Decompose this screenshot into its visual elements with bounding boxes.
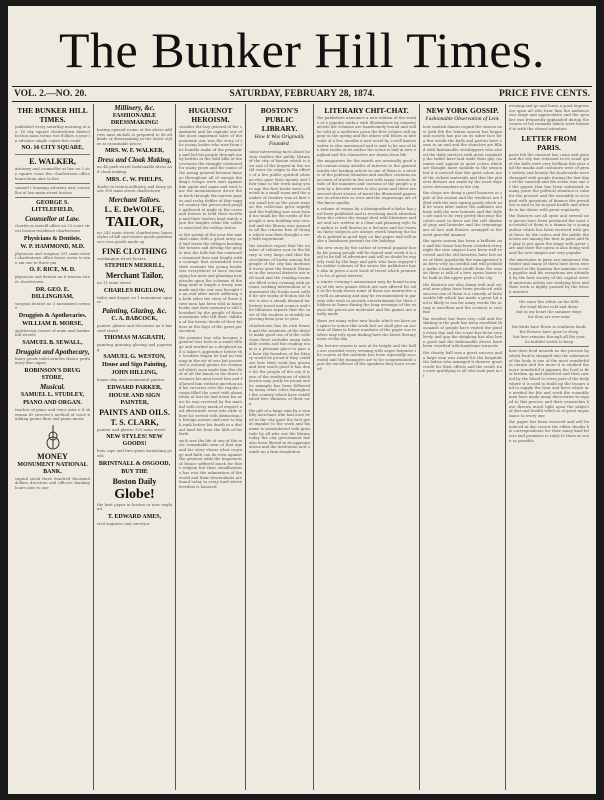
ad-text: fancy goods toilet articles choice perfumery fine cigars <box>15 355 90 366</box>
article-heading: BOSTON'S PUBLIC LIBRARY. <box>260 106 299 133</box>
ad-merchant-tailor: Merchant Tailor, <box>105 271 164 281</box>
column-1-heading: THE BUNKER HILL TIMES. <box>17 106 88 124</box>
ad-studley: SAMUEL L. STUDLEY, <box>20 392 85 399</box>
ad-text: house ship and ornamental painter <box>97 377 165 383</box>
ad-text: painter glazier and decorator no 6 harvard street <box>97 322 172 333</box>
article-text: the trustees report that the number of volumes now in the library is very large and that the circulation of books among the people of the city has increased every year the branch libraries in the several districts are well used and the reading rooms are filled every evening with persons seeking information or amusement the books most called for are works of fiction but there is also a steady demand for history travel and science and the librarian reports that the taste of the readers is steadily improving from year to year <box>249 242 310 322</box>
masthead-title: The Bunker Hill Times. <box>58 22 546 78</box>
ad-text: no 11 main street <box>97 280 132 286</box>
poem-text: the snow lies white on the hills the wind blows cold and drear but in my heart the summer stays for thou art ever near the birds have flown to southern lands the flowers have gone to sleep but love remains through all the year its faithful watch to keep <box>511 299 587 345</box>
section-painting: Painting, Glazing, &c. <box>102 306 167 315</box>
ad-house-sign-painter: HOUSE AND SIGN PAINTER, <box>108 392 161 406</box>
ad-text: teacher of piano and voice miss e d sherman dr streeter's method of voice building guitar flute and piano music <box>15 407 90 422</box>
column-5 <box>314 104 420 790</box>
article-text: the opera season has been a brilliant one and the house has been crowded every night the new singers have been well received and the old favorites have lost none of their popularity the management has been very successful and will probably make a handsome profit from the season there is talk of a new opera house to be built in the upper part of the city <box>423 238 502 280</box>
article-text: the publishers announce a new edition of the works of a popular author with illustrations by eminent artists the volumes are handsomely bound and will be sold at a moderate price the first volume will appear in the spring and the others will follow at intervals of a few months a new novel by a well known writer is also announced and is said to be one of the best works of its author the scene is laid in new england and the characters are drawn from life <box>317 115 417 157</box>
ad-text: attorney and counsellor at law no 2 city square room five charlestown office hours from nine to five <box>15 166 90 181</box>
ad-text: hats caps and furs gents furnishing goods <box>97 448 172 459</box>
article-heading: LETTER FROM PARIS. <box>521 133 577 152</box>
column-2 <box>94 104 176 790</box>
ad-robinson: ROBINSON'S DRUG STORE, <box>24 368 81 382</box>
ad-new-styles: NEW STYLES! NEW GOODS! <box>106 434 163 448</box>
article-text: the magazines for the month are unusually good and contain many articles of interest to the general reader the leading article in one of them is a review of the political situation and another contains an account of travels in the east with many curious details of the manners and customs of the people a poem by a favorite writer is also given and there are several short stories of merit the illustrated papers are as attractive as ever and the engravings are of the finest quality <box>317 158 416 205</box>
ad-text: samuel t hanning attorney and counsellor at law main street boston <box>15 185 90 195</box>
ad-text: apothecary corner of main and bunker hill streets <box>15 327 90 338</box>
section-druggists: Druggists & Apothecaries. <box>18 312 87 319</box>
ad-text: charles m morrill office no 23 court street boston residence charlestown <box>15 223 90 233</box>
ad-text: having opened rooms at the above address miss nichols is prepared to do all kinds of dressmaking in the latest styles at reasonable prices <box>97 127 172 146</box>
article-heading: HUGUENOT HEROISM. <box>188 106 233 124</box>
article-text: charlestown has its own branch and the residents of the district make good use of it the collection there includes many valuable works and the reading room is a pleasant place to pass an hour the founders of the library would be proud if they could see how their work has grown and how much good it has done for the people of the city it is one of the institutions of which boston may justly be proud and its example has been followed by many other cities throughout the country which have established free libraries of their own <box>249 322 310 407</box>
volume-number: VOL. 2.—NO. 20. <box>14 89 87 99</box>
ad-tailor: TAILOR, <box>105 214 164 230</box>
divider <box>15 197 90 198</box>
article-text: the theatres are also doing well and several new plays have been produced with success one of them is a comedy of fashionable life which has made a great hit and is likely to run for many weeks the acting is excellent and the scenery is very fine <box>423 281 502 315</box>
ad-buy-the: BUY THE <box>121 468 148 475</box>
column-1-text: published every saturday morning at no. 16 city square charlestown district boston mass terms two dollars a year in advance single copies five cents <box>15 124 90 143</box>
ad-counsellor: Counsellor at Law. <box>25 215 80 224</box>
divider <box>509 346 589 347</box>
ad-weston: SAMUEL G. WESTON, <box>103 354 166 361</box>
ad-text: no 243 main street charlestown latest styles of fall and winter goods gentlemen's own goods made up <box>97 229 172 244</box>
ad-text: painting graining glazing and papering <box>97 342 172 352</box>
ad-text: dealer in french millinery and fancy goods 390 main street charlestown <box>97 183 172 194</box>
issue-date: SATURDAY, FEBRUARY 28, 1874. <box>229 89 375 99</box>
ad-text: the best paper in boston or new england <box>97 501 172 512</box>
ad-text: civil engineer and surveyor <box>97 520 150 526</box>
column-4 <box>246 104 314 790</box>
article-text: the americans in paris are numerous this winter and many of them have been entertained at the legation the minister is very popular and his receptions are attended by the best society of the capital several american artists are studying here and their work is highly praised by the french masters <box>509 256 589 294</box>
newspaper-page <box>8 6 596 794</box>
article-text: a winter evening's amusement may be found in many of the new games which are now offered for sale at the book stores some of these are instructive as well as amusing and may be recommended to parents who wish to provide entertainment for their children at home during the long evenings of the season the prices are moderate and the games are neatly made <box>317 279 416 317</box>
article-text: how does food nourish us the process by which food is changed into the substance of the body is one of the most wonderful in nature and the more it is studied the more wonderful it appears the food is first broken up and dissolved and then carried by the blood to every part of the body where it is used to build up the tissues and to supply the heat and force which are needed for life and work the scientific men have made many discoveries in regard to this process and their researches have thrown much light upon the subject of diet and health which is of great importance to every one <box>509 348 590 418</box>
ad-babcock: C. A. BABCOCK, <box>111 315 158 322</box>
ad-clark: T. S. CLARK, <box>110 417 159 427</box>
ad-text: painter and glazier 320 main street <box>97 426 166 432</box>
ad-fine-clothing: FINE CLOTHING <box>101 246 168 256</box>
ad-boston-daily: Boston Daily <box>112 476 157 486</box>
ad-monument-bank: MONUMENT NATIONAL BANK. <box>17 461 88 475</box>
article-heading: LITERARY CHIT-CHAT. <box>324 106 409 115</box>
article-text: there are many other new books which we have not space to notice this week but we shall give an account of them in future numbers of the paper our readers may rely upon finding here the latest literary news of the day <box>317 317 416 342</box>
ad-walker-dress: MRS. W. F. WALKER, <box>105 148 164 155</box>
ad-money: MONEY <box>37 451 68 461</box>
article-subheading: How It Was Originally Founded. <box>254 134 305 147</box>
ad-hammond: W. P. HAMMOND, M.D. <box>20 243 85 250</box>
columns-container <box>12 104 592 790</box>
ad-sewall: SAMUEL B. SEWALL, <box>22 339 83 346</box>
guitar-icon <box>43 424 63 450</box>
divider <box>15 183 90 184</box>
column-1 <box>12 104 94 790</box>
article-text: the lecture season is now at its height and the halls are crowded every evening with eager listeners the course at the institute has been especially successful and the managers are to be congratulated upon the excellence of the speakers they have secured <box>317 342 416 371</box>
article-text: the shops are doing a good business in spite of the season and the windows are filled with the new spring goods which will be worn after easter the milliners are busy with the new bonnets and the styles are said to be very pretty this year the colors most in favor are the soft shades of gray and lavender and the trimmings are of lace and flowers arranged in the most graceful manner <box>423 190 502 237</box>
ad-merrill: STEPHEN MERRILL, <box>104 263 165 270</box>
ad-piano: PIANO AND ORGAN. <box>23 400 82 407</box>
ad-rice: O. F. RICE, M. D. <box>29 267 76 274</box>
ad-apothecary: Druggist and Apothecary, <box>15 347 90 356</box>
ad-magrath: THOMAS MAGRATH, <box>103 335 166 342</box>
article-text: the new story by the author of several popular books for young people will be issued next week it is said to be full of adventure and will no doubt be eagerly read by the boys and girls who have enjoyed the earlier volumes of the series the publishers have also in press a new book of travel which promises to be of great interest <box>317 245 416 278</box>
section-physicians: Physicians & Dentists. <box>23 235 82 242</box>
column-2-heading: Millinery, &c. <box>114 104 155 112</box>
article-text: how modish dames regard the season new york feb the lenten season has begun and society has put on its sober face for a few weeks the balls and parties have come to an end and the churches are filled with fashionable worshippers who attend the daily services with great regularity the ladies have laid aside their gay costumes and appear in quiet colors which are thought more suitable to the season but it is noticed that the quiet colors are of the richest materials and that the plainest dresses are made by the most expensive dressmakers in the city <box>423 124 502 189</box>
issue-price: PRICE FIVE CENTS. <box>498 89 590 99</box>
ad-text: surgeon dentist no 3 monument avenue <box>15 300 90 311</box>
article-text: in the spring of the year the marshal came with a great army and laid waste the villages burning the houses and driving the people into the hills but the camisards remained firm and fought with a courage that astonished even their enemies the young leader was everywhere at once encouraging his men and planning new attacks upon the columns of the king until at length a treaty was made and the war was brought to an end after much suffering on both sides the story of these brave men has been told in many books and their memory is still cherished by the people of those mountains who tell their children of the heroic deeds of their fathers in the days of the great persecution <box>179 231 242 334</box>
article-subheading: Fashionable Observation of Lent. <box>425 116 500 122</box>
article-text: the gift of a large sum by a wealthy merchant who had once lived in the city gave the first great impulse to the work and his name is remembered with gratitude by all who use the library today the city government has also been liberal in its appropriations and the institution now stands on a firm foundation <box>249 407 310 454</box>
article-text: cavalier the boy general of the camisards and his exploits one of the most important tales of the mountain war was the story of the young leader who rose from the humble ranks of the peasantry and led his people through many battles in the wild hills of the cevennes the struggle continued for many years and the name of the young general became famous throughout all of europe the king's troops were sent against him again and again and each time the mountaineers drove them back through the narrow passes and rocky defiles of that rugged country the persecuted people gathered at night in the caves and forests to hold their worship and their leaders kept watch upon the heights while the soldiers searched the valleys below <box>179 124 242 231</box>
ad-text: washington street boston <box>97 255 146 261</box>
article-text: a volume of essays by a distinguished scholar has just been published and is receiving much attention from the critics the essays deal with literature and art and are written in a clear and pleasing style the author is well known as a lecturer and his views on these subjects are always worth hearing the book is printed in good type on fine paper and will make a handsome present for the holidays <box>317 206 416 244</box>
ad-ames: T. EDWARD AMES, <box>107 513 162 520</box>
article-text: the peasant boy who became a general was born in a small village and worked as a shepherd and a baker's apprentice before the troubles began he had no training in the art of war but possessed a natural genius for command which soon made him the chief of all the bands in the lower cevennes his men loved him and followed him without question and his victories over the regular troops filled the court with alarm when at last he laid down his arms he was received by the marshal with every mark of respect and afterwards went into exile where he served with distinction in foreign armies and rose to high rank before his death in a distant land far from the hills of his birth <box>179 334 242 437</box>
ad-text: tailor and draper no 1 monument square <box>97 294 172 305</box>
ad-bigelow: CHARLES BIGELOW, <box>103 287 166 294</box>
article-text: the weather has been very cold and the skating in the park has been excellent thousands of people have visited the ponds every day and the scene has been very lively and gay the sleighing has also been good and the fashionable drives have been crowded with handsome turnouts <box>423 315 502 349</box>
article-text: evening and go and leave a good impression upon all who hear him the audience was large and appreciative and the speaker was frequently applauded during the course of his remarks which were listened to with the closest attention <box>509 104 589 131</box>
divider <box>15 154 90 155</box>
article-text: paris feb the carnival has come and gone and the city has returned to its usual quiet the balls were very brilliant this year and the masks and costumes were of great variety and beauty the boulevards were thronged with people during the last days of the carnival and the scene was one of the gayest that has been witnessed in many years the political situation is calm for the present and the assembly is occupied with questions of finance the president is said to be in good health and attends to his duties with great regularity <box>509 151 589 212</box>
ad-dressmaking: FASHIONABLE DRESSMAKING! <box>110 113 159 126</box>
section-musical: Musical. <box>39 383 66 392</box>
divider <box>509 296 589 297</box>
ad-house-sign: House and Sign Painting, <box>102 362 167 369</box>
ad-globe: Globe! <box>114 486 155 502</box>
column-3 <box>176 104 246 790</box>
article-text: some interesting facts about boston readers the public library of the city of boston which is now one of the largest in the world owes its origin to the efforts of a few public spirited citizens who gave their money and their time to the work many years ago the first books were collected in a small room and the number of readers was at first very small but as the years went on the collection grew rapidly and the building was soon found too small for the needs of the people a new building was erected and the library was opened to all the citizens free of charge which was then thought a very bold experiment <box>249 149 310 242</box>
article-text: the charity ball was a great success and a large sum was raised for the hospitals the ladies who managed it deserve great credit for their efforts and the result was most gratifying to all who took part in it <box>423 349 502 378</box>
column-7 <box>506 104 592 790</box>
ad-text: physician and surgeon 251 main street charlestown office hours seven to nine am one to three pm <box>15 250 90 265</box>
article-text: the paper has been received and will be noticed in due course the editor thanks his correspondents for their many kind letters and promises to reply to them as soon as possible <box>509 419 589 443</box>
ad-dewolfe: L. E. DeWOLFE, <box>104 204 165 214</box>
article-text: such was the life of one of the most remarkable men of that age and his story shows what courage and faith can do even against the greatest odds the huguenots of france suffered much for their religion but their steadfastness has won the admiration of the world and their descendants are found today in every land where freedom is honored <box>179 437 242 489</box>
ad-dress-cloak: Dress and Cloak Making, <box>97 156 172 165</box>
dateline-bar <box>12 86 592 102</box>
ad-parker: EDWARD PARKER, <box>107 384 162 391</box>
article-heading: NEW YORK GOSSIP. <box>426 106 499 115</box>
ad-text: capital stock three hundred thousand dollars directors and officers banking hours nine to one <box>15 475 90 491</box>
ad-city-square: NO. 16 CITY SQUARE, <box>21 145 84 152</box>
ad-paints-oils: PAINTS AND OILS. <box>99 407 170 417</box>
ad-littlefield: GEORGE S. LITTLEFIELD, <box>31 200 74 214</box>
ad-hilling: JOHN HILLING, <box>111 370 158 377</box>
ad-morse: WILLIAM B. MORSE, <box>22 320 83 327</box>
ad-walker: E. WALKER, <box>29 157 76 167</box>
ad-brintnall: BRINTNALL & OSGOOD, <box>98 460 171 467</box>
section-tailors: Merchant Tailors. <box>108 195 161 204</box>
ad-text: physician and dentist no 6 warren street charlestown <box>15 274 90 284</box>
ad-text: no 44 park street fashionable dress and cloak making <box>97 164 172 174</box>
article-text: the theatres are all open and several new pieces have been produced the most successful of them is a drama by a young author which has been received with great favor by the critics and the public the actors are among the best in paris and the play is put upon the stage with great care and taste the opera is also doing well and the new singers are very popular <box>509 213 589 256</box>
ad-dillingham: DR. GEO. E. DILLINGHAM, <box>31 286 74 300</box>
ad-phelps: MRS. C. W. PHELPS, <box>106 176 163 183</box>
column-6 <box>420 104 506 790</box>
